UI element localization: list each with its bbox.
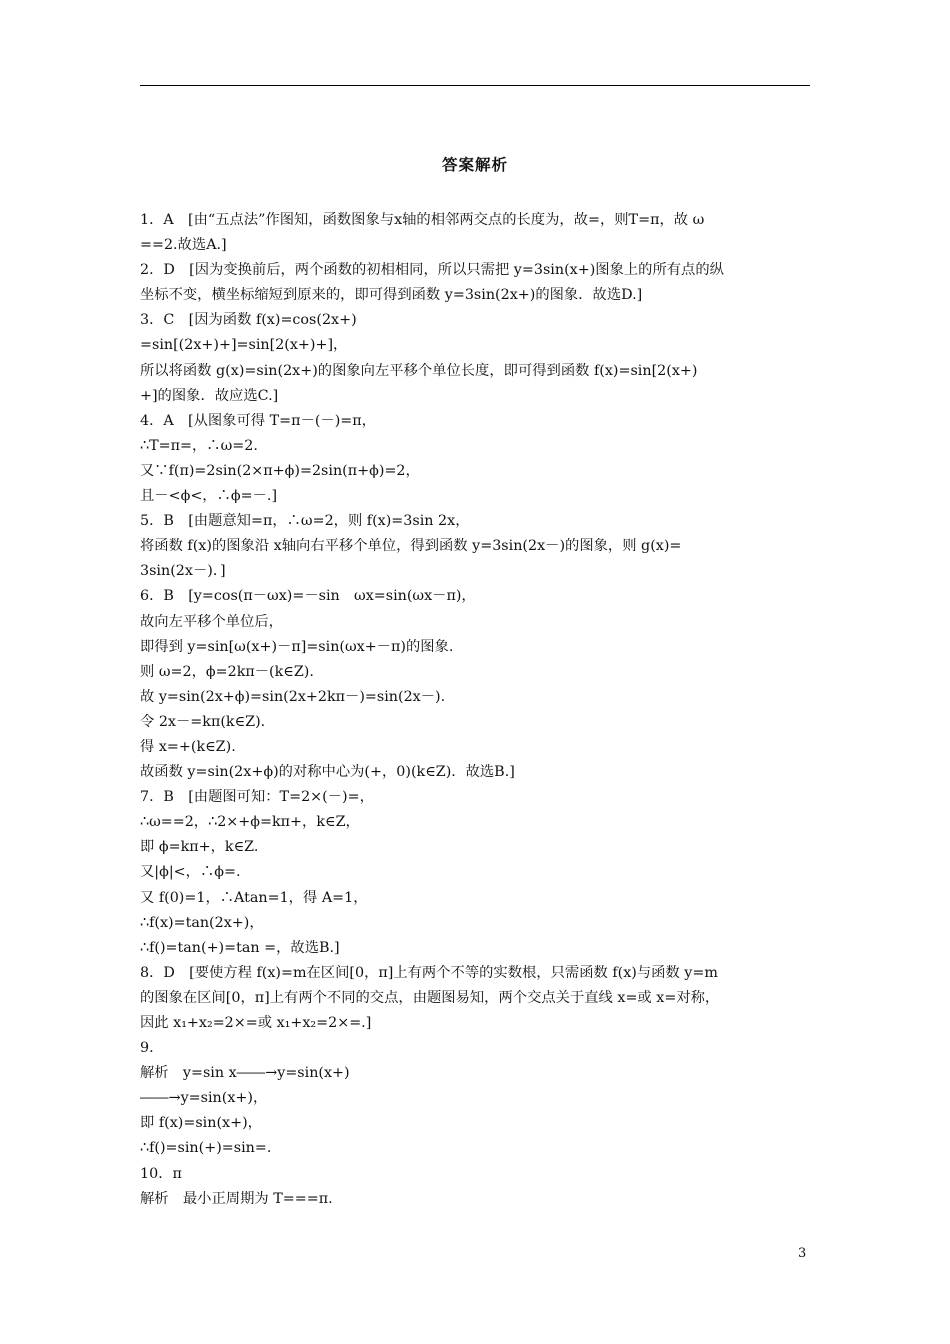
text-line: ――→y=sin(x+)，: [140, 1090, 268, 1107]
text-line: 的图象在区间[0，π]上有两个不同的交点，由题图易知，两个交点关于直线 x=或 x=对称，: [140, 989, 720, 1006]
text-line: 即 ϕ=kπ+，k∈Z.: [140, 839, 259, 856]
text-line: ∴f()=sin(+)=sin=.: [140, 1140, 272, 1157]
text-line: =sin[(2x+)+]=sin[2(x+)+]，: [140, 337, 348, 354]
text-line: +]的图象．故应选C.]: [140, 387, 279, 404]
text-line: 1．A [由“五点法”作图知，函数图象与x轴的相邻两交点的长度为，故=，则T=π，故 ω: [140, 212, 705, 228]
text-line: 8．D [要使方程 f(x)=m在区间[0，π]上有两个不等的实数根，只需函数 f(x)与函数 y=m: [140, 964, 718, 981]
text-line: 解析 最小正周期为 T===π.: [140, 1190, 333, 1207]
text-line: 3sin(2x－)．]: [140, 563, 226, 580]
text-line: ==2.故选A.]: [140, 237, 227, 254]
text-line: ∴T=π=，∴ω=2.: [140, 437, 258, 454]
text-line: 则 ω=2，ϕ=2kπ－(k∈Z).: [140, 663, 314, 680]
text-line: 3．C [因为函数 f(x)=cos(2x+): [140, 312, 357, 329]
text-line: ∴ω==2，∴2×+ϕ=kπ+，k∈Z，: [140, 814, 360, 831]
text-line: 又∵f(π)=2sin(2×π+ϕ)=2sin(π+ϕ)=2，: [140, 462, 420, 479]
text-line: 故函数 y=sin(2x+ϕ)的对称中心为(+，0)(k∈Z)．故选B.]: [140, 764, 515, 781]
text-line: 即 f(x)=sin(x+)，: [140, 1115, 262, 1132]
text-line: 7．B [由题图可知：T=2×(－)=，: [140, 789, 374, 806]
text-line: 9.: [140, 1040, 154, 1057]
text-line: 得 x=+(k∈Z).: [140, 738, 236, 755]
text-line: 又 f(0)=1，∴Atan=1，得 A=1，: [140, 889, 368, 906]
page-number: 3: [798, 1246, 807, 1261]
text-line: 2．D [因为变换前后，两个函数的初相相同，所以只需把 y=3sin(x+)图象上的所有点的纵: [140, 262, 724, 279]
text-line: ∴f(x)=tan(2x+)，: [140, 914, 264, 931]
text-line: 解析 y=sin x――→y=sin(x+): [140, 1065, 350, 1082]
header-rule: [140, 85, 810, 86]
text-line: 故 y=sin(2x+ϕ)=sin(2x+2kπ－)=sin(2x－).: [140, 688, 446, 705]
page-title: 答案解析: [441, 156, 508, 174]
text-line: 令 2x－=kπ(k∈Z).: [140, 713, 266, 730]
text-line: 4．A [从图象可得 T=π－(－)=π，: [140, 412, 376, 429]
text-line: 坐标不变，横坐标缩短到原来的，即可得到函数 y=3sin(2x+)的图象．故选D.]: [140, 287, 643, 304]
text-line: 即得到 y=sin[ω(x+)－π]=sin(ωx+－π)的图象.: [140, 638, 454, 655]
text-line: 所以将函数 g(x)=sin(2x+)的图象向左平移个单位长度，即可得到函数 f(x)=sin[2(x+): [140, 362, 698, 379]
text-line: 6．B [y=cos(π－ωx)=－sin ωx=sin(ωx－π)，: [140, 588, 476, 605]
text-line: 故向左平移个单位后，: [140, 613, 283, 630]
answer-body: [140, 208, 815, 1212]
text-line: 因此 x₁+x₂=2×=或 x₁+x₂=2×=.]: [140, 1015, 372, 1031]
text-line: 又|ϕ|<，∴ϕ=.: [140, 864, 241, 881]
text-line: 5．B [由题意知=π，∴ω=2，则 f(x)=3sin 2x，: [140, 513, 470, 530]
text-line: 10．π: [140, 1165, 182, 1182]
text-line: ∴f()=tan(+)=tan =，故选B.]: [140, 939, 340, 956]
text-line: 将函数 f(x)的图象沿 x轴向右平移个单位，得到函数 y=3sin(2x－)的图象，则 g(x)=: [140, 538, 682, 555]
text-line: 且－<ϕ<，∴ϕ=－.]: [140, 488, 278, 505]
